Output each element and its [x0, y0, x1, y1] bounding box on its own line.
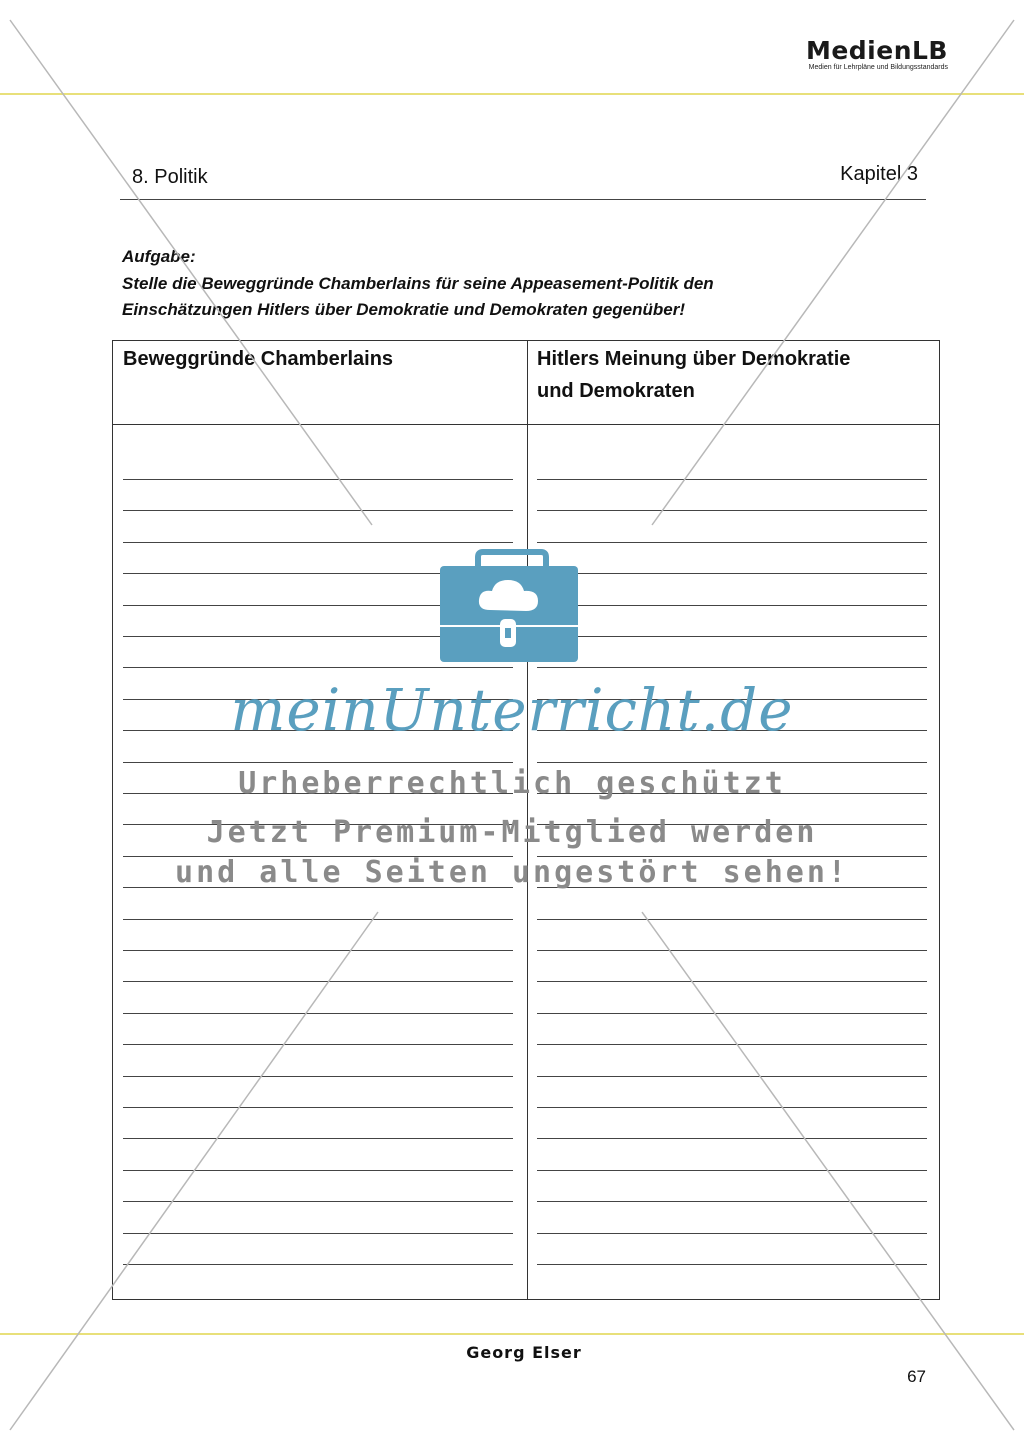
writing-line[interactable]	[123, 1013, 513, 1014]
writing-line[interactable]	[537, 762, 927, 763]
writing-line[interactable]	[537, 636, 927, 637]
watermark-site-logo: meinUnterricht.de	[230, 676, 794, 744]
chapter-label: Kapitel 3	[840, 163, 918, 185]
writing-line[interactable]	[537, 1013, 927, 1014]
header-divider	[120, 199, 926, 200]
writing-line[interactable]	[123, 981, 513, 982]
writing-line[interactable]	[537, 510, 927, 511]
writing-line[interactable]	[123, 1170, 513, 1171]
writing-line[interactable]	[123, 1264, 513, 1265]
writing-line[interactable]	[123, 1044, 513, 1045]
top-accent-line	[0, 93, 1024, 95]
task-line-1: Stelle die Beweggründe Chamberlains für seine Appeasement-Politik den	[122, 273, 714, 293]
column-header-chamberlain: Beweggründe Chamberlains	[123, 348, 394, 370]
column-header-hitler-line-2: und Demokraten	[537, 380, 695, 402]
bottom-accent-line	[0, 1333, 1024, 1335]
writing-line[interactable]	[123, 950, 513, 951]
section-title: 8. Politik	[132, 166, 208, 188]
writing-line[interactable]	[537, 479, 927, 480]
writing-line[interactable]	[123, 1233, 513, 1234]
page-number: 67	[907, 1367, 926, 1386]
writing-line[interactable]	[537, 1201, 927, 1202]
writing-line[interactable]	[537, 605, 927, 606]
writing-line[interactable]	[123, 510, 513, 511]
writing-line[interactable]	[537, 1044, 927, 1045]
brand-name: MedienLB	[805, 36, 948, 65]
writing-line[interactable]	[123, 479, 513, 480]
writing-line[interactable]	[123, 542, 513, 543]
column-header-hitler	[537, 343, 932, 407]
writing-line[interactable]	[537, 667, 927, 668]
writing-line[interactable]	[537, 1170, 927, 1171]
writing-line[interactable]	[537, 1264, 927, 1265]
writing-line[interactable]	[123, 573, 513, 574]
writing-line[interactable]	[537, 573, 927, 574]
watermark-line-2: Jetzt Premium-Mitglied werden	[206, 815, 818, 850]
writing-line[interactable]	[537, 1233, 927, 1234]
writing-line[interactable]	[537, 919, 927, 920]
task-text	[122, 244, 714, 324]
writing-line[interactable]	[123, 1107, 513, 1108]
footer-title: Georg Elser	[466, 1343, 582, 1362]
writing-line[interactable]	[123, 919, 513, 920]
writing-line[interactable]	[537, 981, 927, 982]
header-row-divider	[113, 424, 939, 425]
writing-line[interactable]	[537, 542, 927, 543]
writing-line[interactable]	[537, 1076, 927, 1077]
writing-line[interactable]	[123, 605, 513, 606]
writing-line[interactable]	[123, 1138, 513, 1139]
writing-line[interactable]	[123, 1201, 513, 1202]
writing-line[interactable]	[537, 950, 927, 951]
brand-tagline: Medien für Lehrpläne und Bildungsstandards	[808, 64, 948, 71]
writing-line[interactable]	[123, 636, 513, 637]
writing-line[interactable]	[537, 1138, 927, 1139]
task-line-2: Einschätzungen Hitlers über Demokratie und Demokraten gegenüber!	[122, 300, 686, 319]
writing-line[interactable]	[123, 667, 513, 668]
writing-line[interactable]	[123, 1076, 513, 1077]
column-header-hitler-line-1: Hitlers Meinung über Demokratie	[537, 348, 851, 370]
writing-line[interactable]	[537, 1107, 927, 1108]
task-label: Aufgabe:	[122, 247, 196, 266]
watermark-line-3: und alle Seiten ungestört sehen!	[175, 855, 849, 890]
watermark-line-1: Urheberrechtlich geschützt	[238, 766, 786, 801]
brand-logo	[806, 38, 948, 71]
writing-line[interactable]	[123, 762, 513, 763]
